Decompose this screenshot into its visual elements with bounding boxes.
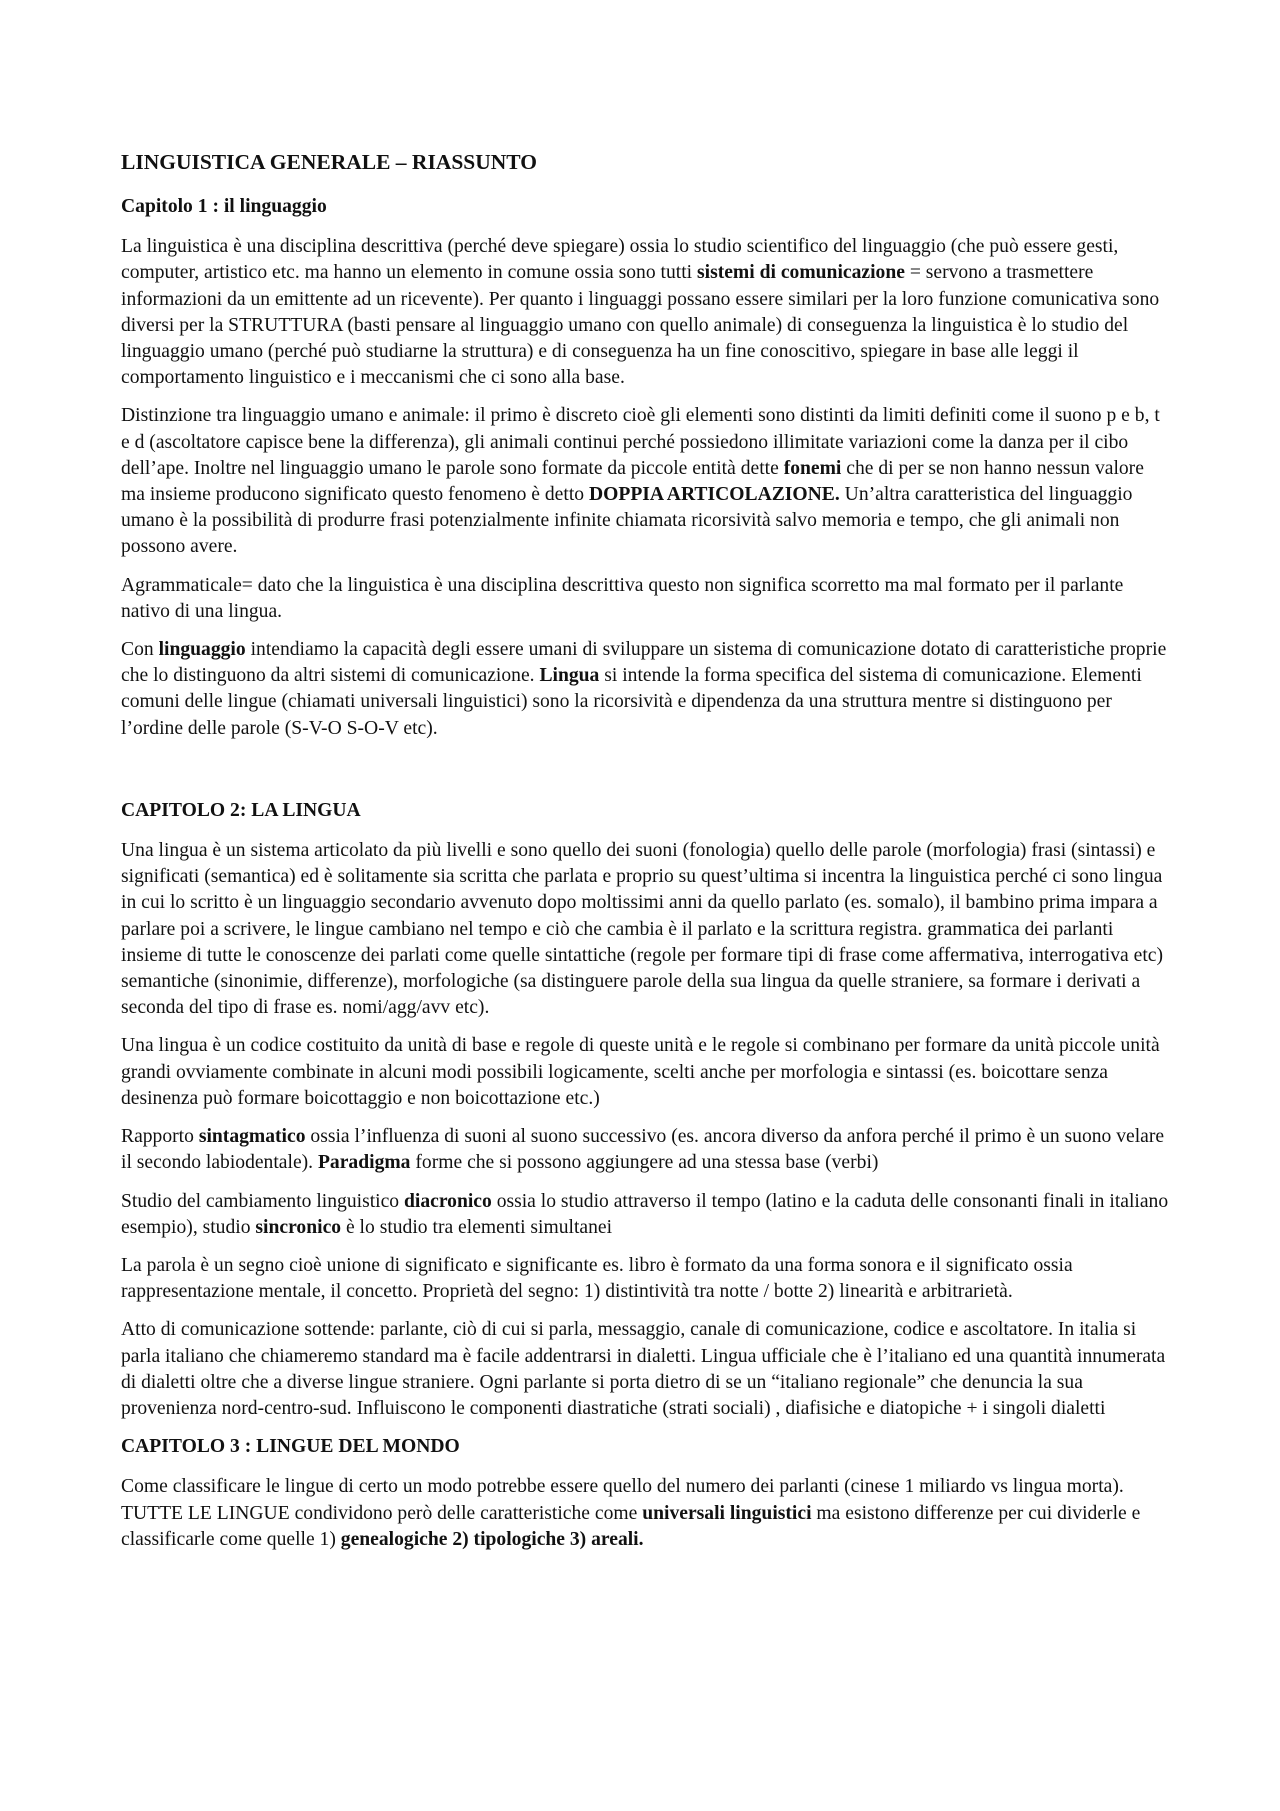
chapter-2-paragraph-2: Una lingua è un codice costituito da unità di base e regole di queste unità e le regole si combinano per formare da unità piccole unità grandi ovviamente combinate in alcuni modi possibili logicamente, scelti anche per morfologia e sintassi (es. boicottare senza desinenza può formare boicottaggio e non boicottazione etc.) xyxy=(121,1035,1160,1109)
text-run: intendiamo la capacità degli essere umani di sviluppare un sistema di comunicazione dotato di caratteristiche proprie che lo distinguono da altri sistemi di comunicazione. xyxy=(121,639,1167,687)
chapter-2-paragraph-1: Una lingua è un sistema articolato da più livelli e sono quello dei suoni (fonologia) quello delle parole (morfologia) frasi (sintassi) e significati (semantica) ed è solitamente sia scritta che parlata e proprio su quest’ultima si incentra la linguistica perché ci sono lingua in cui lo scritto è un linguaggio secondario avvenuto dopo moltissimi anni da quello parlato (es. somalo), il bambino prima impara a parlare poi a scrivere, le lingue cambiano nel tempo e ciò che cambia è il parlato e la scrittura registra. grammatica dei parlanti insieme di tutte le conoscenze dei parlati come quelle sintattiche (regole per formare tipi di frase come affermativa, interrogativa etc) semantiche (sinonimie, differenze), morfologiche (sa distinguere parole della sua lingua da quelle straniere, sa formare i derivati a seconda del tipo di frase es. nomi/agg/avv etc). xyxy=(121,840,1163,1019)
text-run: ma esistono differenze per cui dividerle e classificarle come quelle 1) xyxy=(121,1502,1141,1550)
chapter-3-heading: CAPITOLO 3 : LINGUE DEL MONDO xyxy=(121,1436,460,1458)
bold-term: fonemi xyxy=(783,457,842,479)
bold-term: Lingua xyxy=(539,665,600,687)
chapter-1-paragraph-1 xyxy=(121,234,1171,391)
chapter-1-heading: Capitolo 1 : il linguaggio xyxy=(121,196,327,217)
bold-term: diacronico xyxy=(403,1190,492,1212)
bold-term: sincronico xyxy=(255,1216,342,1238)
text-run: si intende la forma specifica del sistema di comunicazione. Elementi comuni delle lingue (chiamati universali linguistici) sono la ricorsività e dipendenza da una struttura mentre si distinguono per l’ordine delle parole (S-V-O S-O-V etc). xyxy=(121,665,1142,739)
bold-term: sintagmatico xyxy=(198,1126,306,1148)
chapter-3-paragraph-1 xyxy=(121,1474,1171,1553)
chapter-2-paragraph-6: Atto di comunicazione sottende: parlante, ciò di cui si parla, messaggio, canale di comunicazione, codice e ascoltatore. In italia si parla italiano che chiameremo standard ma è facile addentrarsi in dialetti. Lingua ufficiale che è l’italiano ed una quantità innumerata di dialetti oltre che a diverse lingue straniere. Ogni parlante si porta dietro di se un “italiano regionale” che denuncia la sua provenienza nord-centro-sud. Influiscono le componenti diastratiche (strati sociali) , diafisiche e diatopiche + i singoli dialetti xyxy=(121,1319,1166,1419)
chapter-1-paragraph-3: Agrammaticale= dato che la linguistica è una disciplina descrittiva questo non significa scorretto ma mal formato per il parlante nativo di una lingua. xyxy=(121,574,1124,622)
text-run: ossia lo studio attraverso il tempo (latino e la caduta delle consonanti finali in italiano esempio), studio xyxy=(121,1190,1169,1238)
chapter-2-paragraph-4 xyxy=(121,1189,1171,1241)
text-run: forme che si possono aggiungere ad una stessa base (verbi) xyxy=(410,1152,879,1174)
chapter-2-heading: CAPITOLO 2: LA LINGUA xyxy=(121,799,361,821)
bold-term: linguaggio xyxy=(158,639,246,661)
bold-term: Paradigma xyxy=(317,1152,411,1174)
bold-term: sistemi di comunicazione xyxy=(697,262,905,284)
text-run: Studio del cambiamento linguistico xyxy=(121,1190,404,1212)
text-run: che di per se non hanno nessun valore ma insieme producono significato questo fenomeno è detto xyxy=(121,457,1144,506)
text-run: ossia l’influenza di suoni al suono successivo (es. ancora diverso da anfora perché il primo è un suono velare il secondo labiodentale). xyxy=(121,1126,1165,1174)
chapter-1-paragraph-2 xyxy=(121,403,1171,560)
text-run: = servono a trasmettere informazioni da un emittente ad un ricevente). Per quanto i linguaggi possano essere similari per la loro funzione comunicativa sono diversi per la STRUTTURA (basti pensare al linguaggio umano con quello animale) di conseguenza la linguistica è lo studio del linguaggio umano (perché può studiarne la struttura) e di conseguenza ha un fine conoscitivo, spiegare in base alle leggi il comportamento linguistico e i meccanismi che ci sono alla base. xyxy=(121,262,1160,389)
text-run: Distinzione tra linguaggio umano e animale: il primo è discreto cioè gli elementi sono distinti da limiti definiti come il suono p e b, t e d (ascoltatore capisce bene la differenza), gli animali continui perché possiedono illimitate variazioni come la danza per il cibo dell’ape. Inoltre nel linguaggio umano le parole sono formate da piccole entità dette xyxy=(121,405,1160,479)
chapter-1-paragraph-4 xyxy=(121,637,1171,742)
text-run: La linguistica è una disciplina descrittiva (perché deve spiegare) ossia lo studio scientifico del linguaggio (che può essere gesti, computer, artistico etc. ma hanno un elemento in comune ossia sono tutti xyxy=(121,236,1119,284)
chapter-2-paragraph-3 xyxy=(121,1124,1171,1176)
chapter-2-paragraph-5: La parola è un segno cioè unione di significato e significante es. libro è formato da una forma sonora e il significato ossia rappresentazione mentale, il concetto. Proprietà del segno: 1) distintività tra notte / botte 2) linearità e arbitrarietà. xyxy=(121,1254,1073,1303)
text-run: Rapporto xyxy=(121,1126,199,1148)
bold-term: universali linguistici xyxy=(642,1502,812,1524)
bold-term: genealogiche 2) tipologiche 3) areali. xyxy=(340,1528,644,1550)
document-title: LINGUISTICA GENERALE – RIASSUNTO xyxy=(121,150,537,174)
document-body xyxy=(121,148,1171,1565)
text-run: Come classificare le lingue di certo un modo potrebbe essere quello del numero dei parlanti (cinese 1 miliardo vs lingua morta). TUTTE LE LINGUE condividono però delle caratteristiche come xyxy=(121,1476,1124,1524)
text-run: Con xyxy=(121,639,159,661)
text-run: è lo studio tra elementi simultanei xyxy=(341,1216,613,1238)
text-run: Un’altra caratteristica del linguaggio umano è la possibilità di produrre frasi potenzialmente infinite chiamata ricorsività salvo memoria e tempo, che gli animali non possono avere. xyxy=(121,484,1133,558)
bold-term: DOPPIA ARTICOLAZIONE. xyxy=(588,484,840,506)
